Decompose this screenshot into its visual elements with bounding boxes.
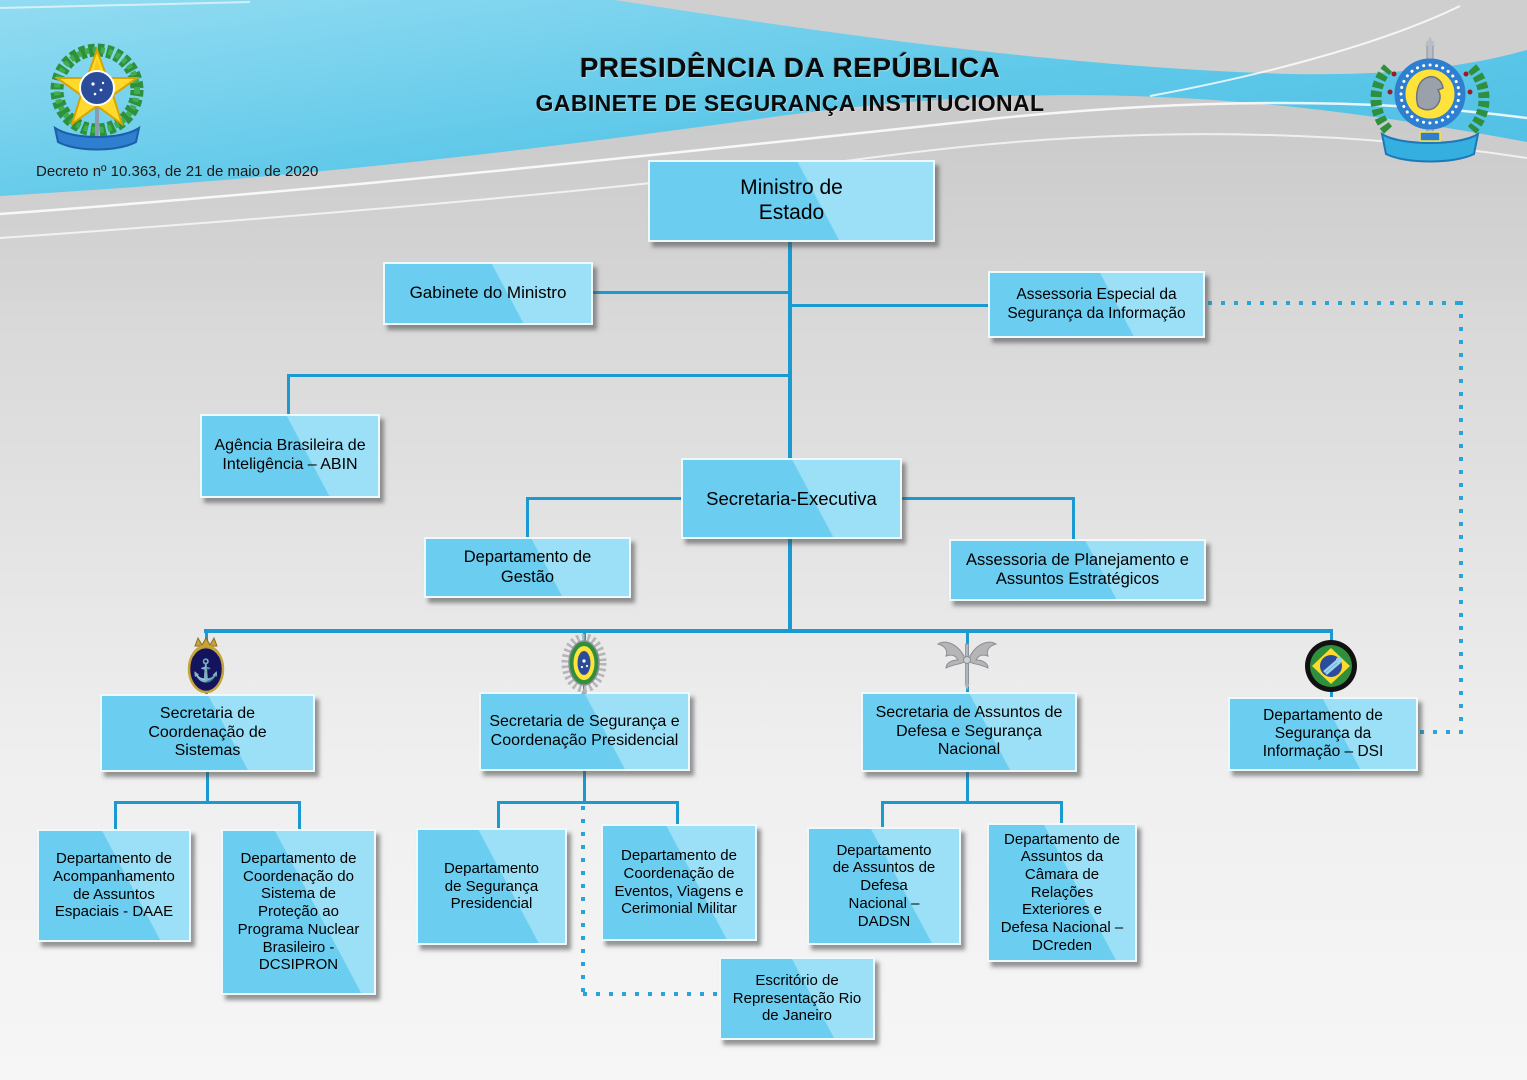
page-subtitle: GABINETE DE SEGURANÇA INSTITUCIONAL bbox=[535, 90, 1045, 116]
connector bbox=[966, 772, 969, 803]
dotted-connector bbox=[1420, 730, 1463, 734]
gsi-emblem-icon bbox=[1368, 34, 1492, 176]
army-emblem-icon bbox=[561, 634, 607, 696]
connector bbox=[1060, 801, 1063, 823]
org-node-label: Departamento de Assuntos da Câmara de Relações Exteriores e Defesa Nacional – DCreden bbox=[1000, 830, 1124, 954]
org-node-label: Secretaria de Assuntos de Defesa e Segurança Nacional bbox=[875, 703, 1063, 759]
connector bbox=[287, 374, 290, 414]
connector bbox=[204, 629, 1333, 633]
header-swoosh-art bbox=[0, 0, 1527, 300]
org-node-label: Departamento de Assuntos de Defesa Nacional – DADSN bbox=[832, 841, 936, 930]
org-node-dsi bbox=[1228, 697, 1418, 771]
dotted-connector bbox=[583, 992, 719, 996]
connector bbox=[881, 801, 884, 827]
navy-emblem-icon bbox=[183, 636, 229, 696]
page-title: PRESIDÊNCIA DA REPÚBLICA bbox=[579, 52, 1001, 83]
org-node-dep-eventos bbox=[601, 824, 757, 941]
org-node-label: Departamento de Segurança Presidencial bbox=[443, 859, 540, 913]
org-node-label: Escritório de Representação Rio de Janeiro bbox=[732, 971, 862, 1025]
connector bbox=[788, 242, 792, 630]
connector bbox=[497, 801, 679, 804]
connector bbox=[1072, 497, 1075, 539]
org-node-dcsipron bbox=[221, 829, 376, 995]
org-node-sec-defesa bbox=[861, 692, 1077, 772]
org-node-dcreden bbox=[987, 823, 1137, 962]
connector bbox=[287, 374, 790, 377]
org-node-ministro bbox=[648, 160, 935, 242]
org-node-assessoria-planejamento bbox=[949, 539, 1206, 601]
connector bbox=[114, 801, 117, 829]
org-node-sec-sistemas bbox=[100, 694, 315, 772]
brazil-coat-of-arms-icon bbox=[33, 36, 161, 158]
org-node-secretaria-executiva bbox=[681, 458, 902, 539]
connector bbox=[526, 497, 529, 537]
connector bbox=[881, 801, 1063, 804]
dotted-connector bbox=[581, 806, 585, 996]
org-node-label: Gabinete do Ministro bbox=[409, 283, 567, 303]
connector bbox=[593, 291, 790, 294]
org-node-sec-presidencial bbox=[479, 692, 690, 771]
connector bbox=[206, 772, 209, 803]
org-node-daae bbox=[37, 829, 191, 942]
connector bbox=[676, 801, 679, 824]
dsi-emblem-icon bbox=[1304, 636, 1358, 696]
connector bbox=[790, 304, 988, 307]
connector bbox=[526, 497, 682, 500]
org-node-label: Assessoria de Planejamento e Assuntos Estratégicos bbox=[966, 550, 1189, 588]
connector bbox=[497, 801, 500, 828]
org-node-label: Secretaria de Segurança e Coordenação Presidencial bbox=[489, 712, 680, 749]
org-node-label: Departamento de Segurança da Informação – DSI bbox=[1262, 706, 1384, 761]
org-node-dadsn bbox=[807, 827, 961, 945]
org-node-assessoria-especial bbox=[988, 271, 1205, 338]
org-node-escritorio bbox=[719, 957, 875, 1040]
org-node-dep-gestao bbox=[424, 537, 631, 598]
org-node-label: Departamento de Acompanhamento de Assuntos Espaciais - DAAE bbox=[53, 850, 175, 921]
org-node-label: Departamento de Coordenação de Eventos, Viagens e Cerimonial Militar bbox=[614, 847, 744, 918]
decree-caption: Decreto nº 10.363, de 21 de maio de 2020 bbox=[36, 163, 319, 180]
org-node-label: Departamento de Coordenação do Sistema de Proteção ao Programa Nuclear Brasileiro - DCSIPRON bbox=[237, 850, 360, 974]
org-node-label: Ministro de Estado bbox=[740, 176, 843, 224]
connector bbox=[900, 497, 1075, 500]
org-node-label: Agência Brasileira de Inteligência – ABIN bbox=[214, 437, 366, 473]
org-node-label: Departamento de Gestão bbox=[463, 548, 592, 586]
org-node-dep-seg-presidencial bbox=[416, 828, 567, 945]
connector bbox=[298, 801, 301, 829]
air-force-emblem-icon bbox=[936, 638, 998, 694]
svg-text:⚓: ⚓ bbox=[192, 658, 220, 683]
connector bbox=[583, 771, 586, 803]
org-node-abin bbox=[200, 414, 380, 498]
org-node-gabinete bbox=[383, 262, 593, 325]
dotted-connector bbox=[1459, 301, 1463, 734]
org-node-label: Secretaria-Executiva bbox=[706, 487, 877, 509]
dotted-connector bbox=[1208, 301, 1464, 305]
org-node-label: Assessoria Especial da Segurança da Informação bbox=[1007, 286, 1186, 322]
org-node-label: Secretaria de Coordenação de Sistemas bbox=[148, 704, 267, 760]
connector bbox=[114, 801, 301, 804]
